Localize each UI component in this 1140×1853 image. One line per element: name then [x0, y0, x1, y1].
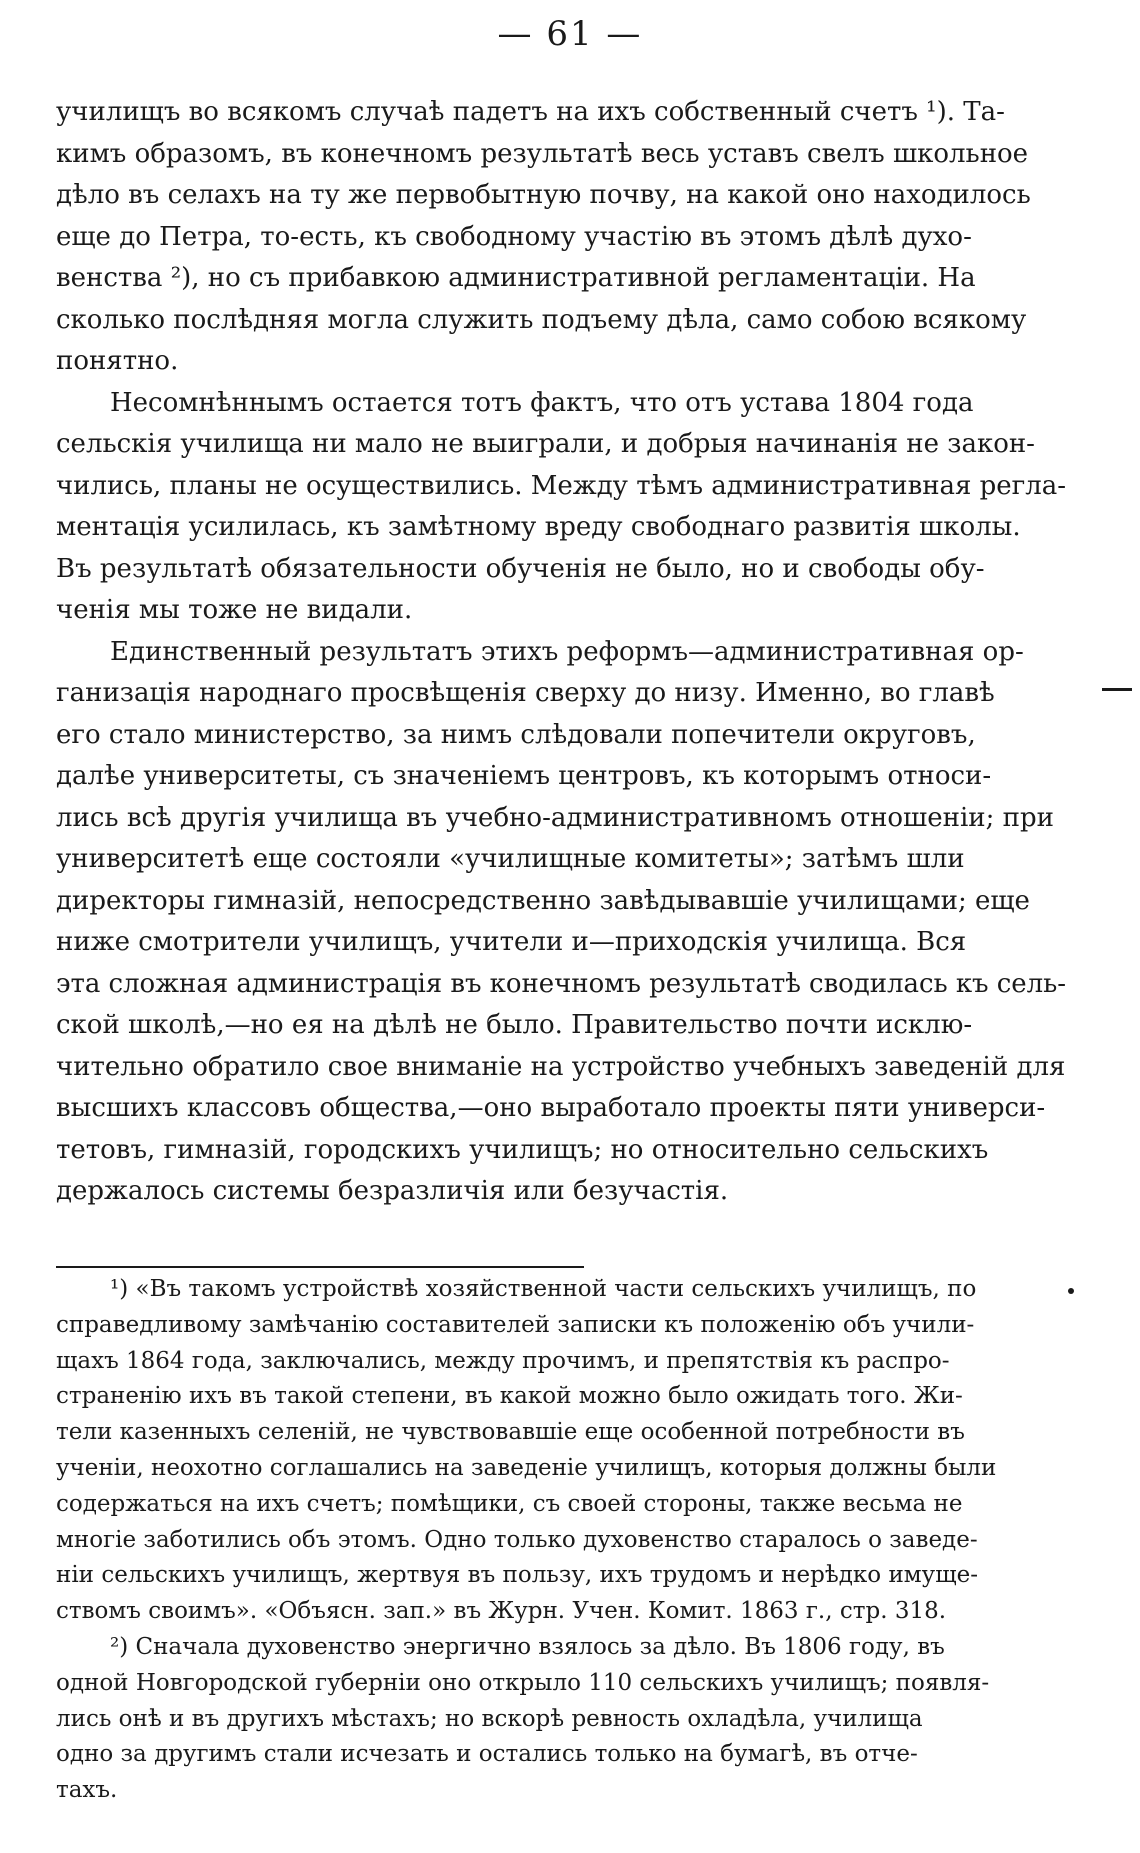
footnote-line: ученіи, неохотно соглашались на заведеніе училищъ, которыя должны были	[56, 1454, 997, 1481]
body-line: венства ²), но съ прибавкою административной регламентаціи. На	[56, 263, 976, 293]
body-line: Единственный результатъ этихъ реформъ—административная ор-	[110, 636, 1024, 667]
body-line: университетѣ еще состояли «училищные комитеты»; затѣмъ шли	[56, 844, 965, 874]
body-line: директоры гимназій, непосредственно завѣдывавшіе училищами; еще	[56, 885, 1030, 916]
footnote-line: многіе заботились объ этомъ. Одно только духовенство старалось о заведе-	[56, 1526, 978, 1553]
footnote-line: тахъ.	[56, 1777, 118, 1804]
body-line: высшихъ классовъ общества,—оно выработало проекты пяти универси-	[56, 1093, 1046, 1123]
footnote-line: одно за другимъ стали исчезать и остались только на бумагѣ, въ отче-	[56, 1741, 918, 1768]
body-line: тетовъ, гимназій, городскихъ училищъ; но относительно сельскихъ	[56, 1134, 989, 1165]
body-line: училищъ во всякомъ случаѣ падетъ на ихъ собственный счетъ ¹). Та-	[56, 97, 1005, 127]
footnotes	[56, 1272, 1066, 1809]
footnote-divider	[56, 1266, 584, 1268]
footnote-line: щахъ 1864 года, заключались, между прочимъ, и препятствія къ распро-	[56, 1347, 950, 1374]
footnote-line: содержаться на ихъ счетъ; помѣщики, съ своей стороны, также весьма не	[56, 1490, 963, 1517]
footnote-line: лись онѣ и въ другихъ мѣстахъ; но вскорѣ ревность охладѣла, училища	[56, 1705, 923, 1732]
footnote-line: справедливому замѣчанію составителей записки къ положенію объ учили-	[56, 1311, 975, 1338]
body-line: лись всѣ другія училища въ учебно-административномъ отношеніи; при	[56, 802, 1054, 833]
page-number: — 61 —	[497, 14, 643, 54]
footnote-line: тели казенныхъ селеній, не чувствовавшіе еще особенной потребности въ	[56, 1419, 965, 1446]
body-line: ской школѣ,—но ея на дѣлѣ не было. Правительство почти исклю-	[56, 1010, 973, 1040]
body-line: Въ результатѣ обязательности обученія не было, но и свободы обу-	[56, 553, 985, 584]
body-line: чительно обратило свое вниманіе на устройство учебныхъ заведеній для	[56, 1051, 1066, 1082]
footnote-line: одной Новгородской губерніи оно открыло 110 сельскихъ училищъ; появля-	[56, 1669, 990, 1696]
body-line: ганизація народнаго просвѣщенія сверху до низу. Именно, во главѣ	[56, 678, 995, 708]
body-line: кимъ образомъ, въ конечномъ результатѣ весь уставъ свелъ школьное	[56, 138, 1029, 169]
body-line: его стало министерство, за нимъ слѣдовали попечители округовъ,	[56, 719, 976, 750]
margin-mark	[1102, 688, 1132, 691]
body-line: сколько послѣдняя могла служить подъему дѣла, само собою всякому	[56, 304, 1027, 335]
footnote-line: ствомъ своимъ». «Объясн. зап.» въ Журн. Учен. Комит. 1863 г., стр. 318.	[56, 1598, 947, 1625]
body-line: чились, планы не осуществились. Между тѣмъ административная регла-	[56, 470, 1066, 501]
body-line: эта сложная администрація въ конечномъ результатѣ сводилась къ сель-	[56, 968, 1066, 999]
body-line: Несомнѣннымъ остается тотъ фактъ, что отъ устава 1804 года	[110, 387, 974, 418]
body-line: ниже смотрители училищъ, учители и—приходскія училища. Вся	[56, 927, 967, 957]
footnote-line: ¹) «Въ такомъ устройствѣ хозяйственной части сельскихъ училищъ, по	[110, 1276, 977, 1302]
body-line: дѣло въ селахъ на ту же первобытную почву, на какой оно находилось	[56, 180, 1031, 210]
body-line: еще до Петра, то-есть, къ свободному участію въ этомъ дѣлѣ духо-	[56, 221, 972, 252]
body-text	[56, 92, 1066, 1213]
body-line: далѣе университеты, съ значеніемъ центровъ, къ которымъ относи-	[56, 761, 992, 791]
footnote-line: ²) Сначала духовенство энергично взялось за дѣло. Въ 1806 году, въ	[110, 1633, 945, 1660]
body-line: понятно.	[56, 346, 179, 376]
body-line: держалось системы безразличія или безучастія.	[56, 1176, 729, 1206]
footnote-line: страненію ихъ въ такой степени, въ какой можно было ожидать того. Жи-	[56, 1383, 963, 1410]
body-line: сельскія училища ни мало не выиграли, и добрыя начинанія не закон-	[56, 429, 1035, 459]
footnote-line: ніи сельскихъ училищъ, жертвуя въ пользу, ихъ трудомъ и нерѣдко имуще-	[56, 1562, 978, 1589]
body-line: ментація усилилась, къ замѣтному вреду свободнаго развитія школы.	[56, 512, 1021, 542]
body-line: ченія мы тоже не видали.	[56, 595, 413, 625]
margin-dot	[1068, 1288, 1074, 1294]
